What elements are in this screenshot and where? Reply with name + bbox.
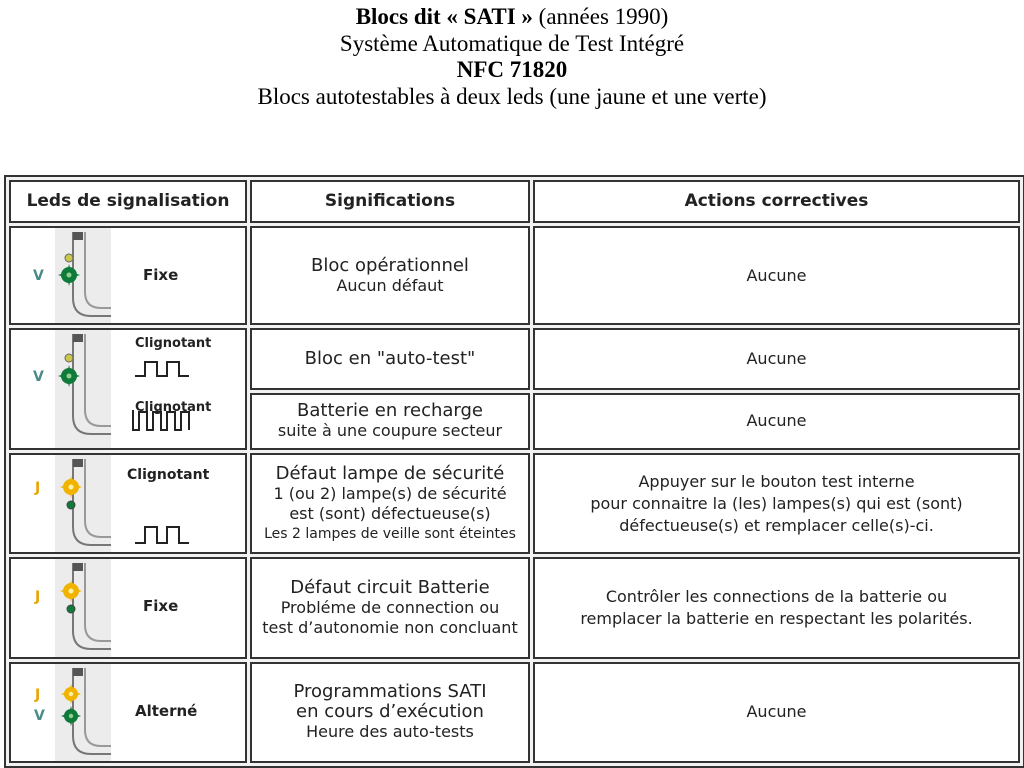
signification-line: est (sont) défectueuse(s): [289, 503, 491, 523]
signification-cell: [250, 557, 530, 658]
slow-blink-waveform-icon: [135, 362, 189, 376]
led-letter-v: V: [33, 369, 44, 386]
led-letter-j: J: [35, 589, 41, 606]
action-line: Aucune: [746, 265, 807, 285]
signification-cell: [250, 328, 530, 389]
action-cell: [533, 226, 1020, 325]
action-cell: [533, 453, 1020, 554]
table-row: [9, 662, 1020, 763]
header-significations: Significations: [250, 180, 530, 223]
led-mode: Clignotant: [135, 336, 212, 352]
norm-reference: NFC 71820: [456, 57, 568, 82]
action-line: Aucune: [746, 348, 807, 368]
led-letter-v: V: [34, 707, 45, 724]
action-cell: [533, 662, 1020, 763]
action-line: défectueuse(s) et remplacer celle(s)-ci.: [619, 515, 934, 535]
action-cell: [533, 328, 1020, 389]
title-years: (années 1990): [532, 4, 669, 29]
signification-line: suite à une coupure secteur: [277, 421, 503, 441]
action-cell: [533, 393, 1020, 450]
table-row: [9, 328, 1020, 389]
signification-cell: [250, 226, 530, 325]
action-line: remplacer la batterie en respectant les polarités.: [580, 608, 973, 628]
table-row: [9, 557, 1020, 658]
signification-cell: [250, 662, 530, 763]
signification-cell: [250, 453, 530, 554]
action-line: Aucune: [746, 702, 807, 722]
signification-line: en cours d’exécution: [296, 701, 484, 723]
title-line-1: [0, 4, 1024, 31]
led-signal-table: [4, 175, 1024, 768]
signification-line: Heure des auto-tests: [306, 722, 474, 742]
led-mode: Clignotant: [127, 466, 210, 483]
action-line: Appuyer sur le bouton test interne: [638, 471, 915, 491]
header-actions: Actions correctives: [533, 180, 1020, 223]
led-cell: [9, 328, 247, 450]
green-led-off-icon: [67, 501, 75, 509]
signification-line: Batterie en recharge: [297, 400, 483, 422]
device-frame: [55, 455, 111, 554]
led-mode: Clignotant: [135, 400, 212, 416]
title-main: Blocs dit « SATI »: [355, 4, 533, 29]
yellow-led-off-icon: [65, 354, 73, 362]
yellow-led-off-icon: [65, 254, 73, 262]
action-line: Aucune: [746, 411, 807, 431]
led-cell: [9, 226, 247, 325]
title-line-2: Système Automatique de Test Intégré: [339, 30, 685, 56]
header-leds: Leds de signalisation: [9, 180, 247, 223]
signification-cell: [250, 393, 530, 450]
led-letter-j: J: [35, 686, 41, 703]
led-mode: Alterné: [135, 701, 198, 720]
signification-line: Défaut circuit Batterie: [290, 576, 490, 598]
led-cell: [9, 557, 247, 658]
signification-line: Programmations SATI: [293, 681, 487, 703]
device-frame: [55, 559, 111, 658]
title-block: [0, 4, 1024, 110]
led-device-illustration: [11, 330, 247, 448]
table-row: [9, 453, 1020, 554]
signification-line: Probléme de connection ou: [280, 597, 500, 617]
action-line: pour connaitre la (les) lampes(s) qui est (sont): [590, 493, 963, 513]
title-line-4: Blocs autotestables à deux leds (une jaune et une verte): [257, 83, 767, 109]
signification-line: Les 2 lampes de veille sont éteintes: [264, 525, 516, 542]
led-cell: [9, 662, 247, 763]
led-letter-v: V: [33, 267, 44, 284]
action-cell: [533, 557, 1020, 658]
device-frame: [55, 664, 111, 763]
led-cell: [9, 453, 247, 554]
title-line-3: [0, 57, 1024, 84]
led-mode: Fixe: [143, 265, 179, 284]
led-letter-j: J: [35, 479, 41, 496]
signification-line: Bloc opérationnel: [311, 254, 469, 276]
led-mode: Fixe: [143, 597, 179, 616]
device-frame: [55, 330, 111, 448]
led-device-illustration: [11, 664, 247, 763]
signification-line: Aucun défaut: [336, 275, 444, 295]
signification-line: 1 (ou 2) lampe(s) de sécurité: [273, 483, 507, 503]
signification-line: test d’autonomie non concluant: [262, 617, 518, 637]
slow-blink-waveform-icon: [135, 527, 189, 543]
led-device-illustration: [11, 559, 247, 658]
green-led-off-icon: [67, 605, 75, 613]
signification-line: Défaut lampe de sécurité: [275, 462, 505, 484]
table-header-row: [9, 180, 1020, 223]
table-row: [9, 226, 1020, 325]
led-device-illustration: [11, 228, 247, 325]
signification-line: Bloc en "auto-test": [304, 347, 476, 369]
action-line: Contrôler les connections de la batterie ou: [605, 586, 948, 606]
